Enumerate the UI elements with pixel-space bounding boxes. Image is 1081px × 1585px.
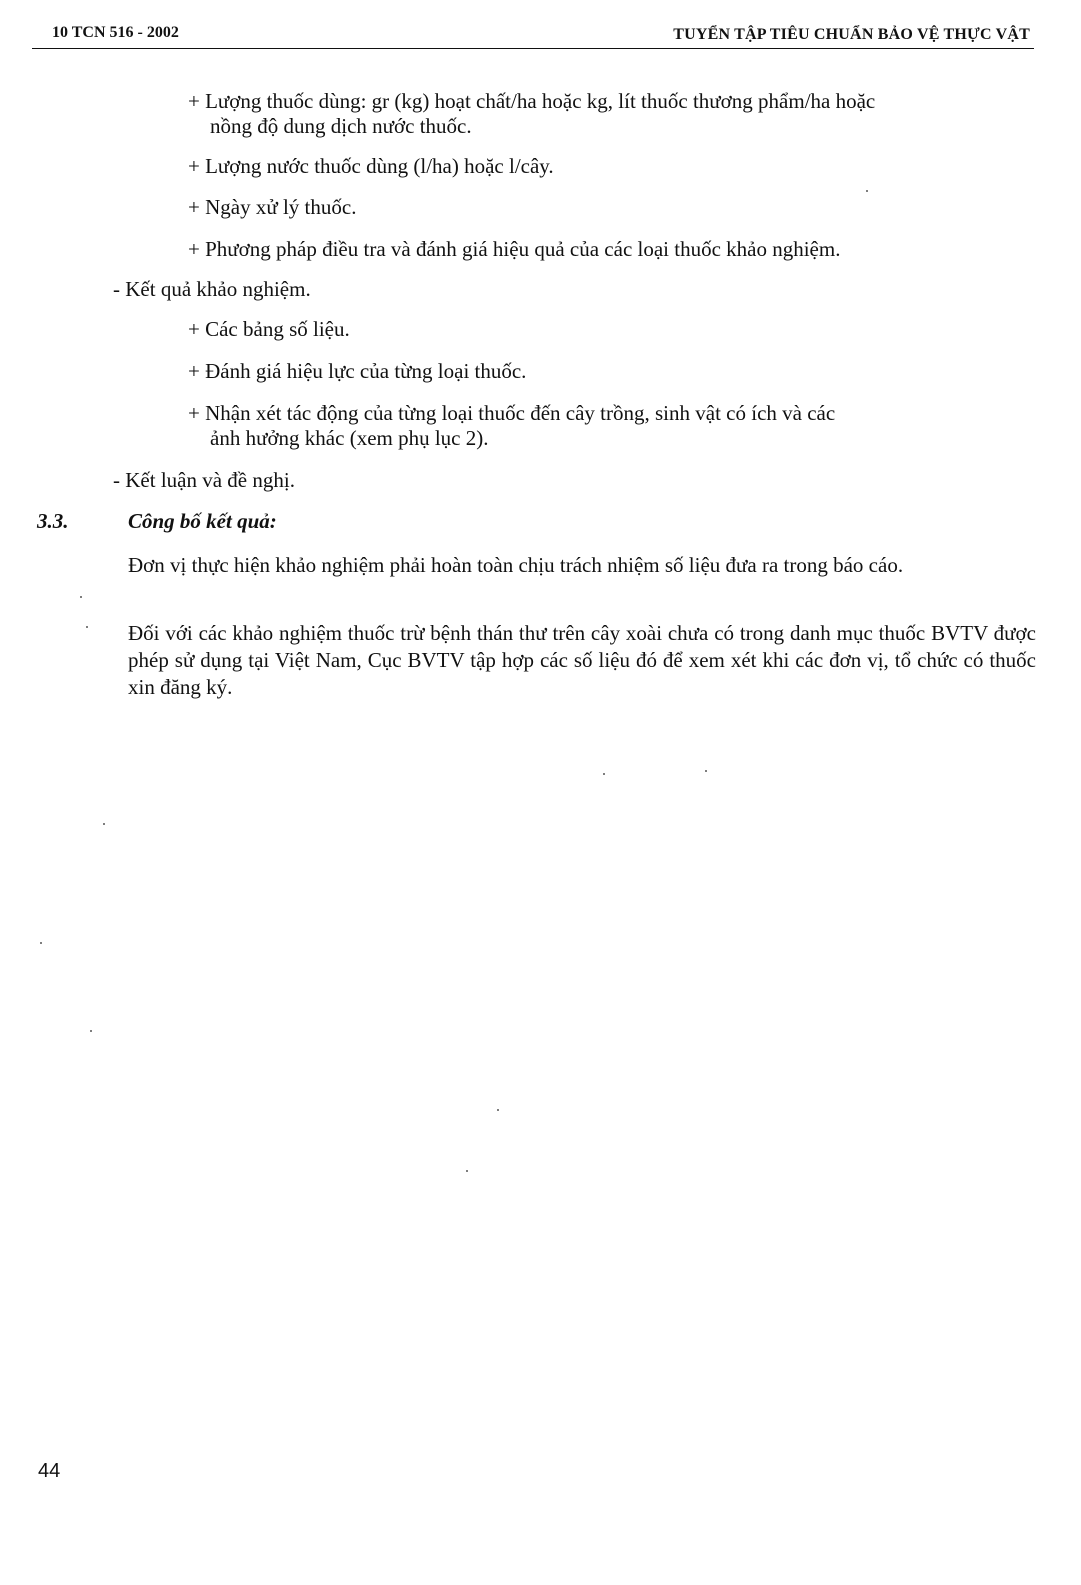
scan-speck (103, 823, 105, 825)
item-date: + Ngày xử lý thuốc. (188, 195, 357, 219)
section-number: 3.3. (37, 509, 69, 533)
scan-speck (86, 626, 88, 628)
section-paragraph-1: Đơn vị thực hiện khảo nghiệm phải hoàn toàn chịu trách nhiệm số liệu đưa ra trong báo cáo. (128, 553, 904, 577)
scan-speck (603, 773, 605, 775)
scan-speck (866, 190, 868, 192)
section-paragraph-2: Đối với các khảo nghiệm thuốc trừ bệnh thán thư trên cây xoài chưa có trong danh mục thuốc BVTV được phép sử dụng tại Việt Nam, Cục BVTV tập hợp các số liệu đó để xem xét khi các đơn vị, tổ chức có thuốc xin đăng ký. (128, 621, 1036, 699)
standard-code: 10 TCN 516 - 2002 (52, 24, 179, 41)
section-title: Công bố kết quả: (128, 509, 277, 533)
scan-speck (80, 596, 82, 598)
conclusion: - Kết luận và đề nghị. (113, 468, 295, 492)
item-dose-line2: nồng độ dung dịch nước thuốc. (210, 114, 472, 138)
item-tables: + Các bảng số liệu. (188, 317, 350, 341)
item-efficacy: + Đánh giá hiệu lực của từng loại thuốc. (188, 359, 527, 383)
scan-speck (705, 770, 707, 772)
scan-speck (466, 1170, 468, 1172)
results-heading: - Kết quả khảo nghiệm. (113, 277, 311, 301)
scan-speck (40, 942, 42, 944)
page-number: 44 (38, 1460, 61, 1482)
item-effects-line1: + Nhận xét tác động của từng loại thuốc đến cây trồng, sinh vật có ích và các (188, 401, 836, 425)
page-header (32, 18, 1034, 49)
item-method: + Phương pháp điều tra và đánh giá hiệu quả của các loại thuốc khảo nghiệm. (188, 237, 841, 261)
item-water: + Lượng nước thuốc dùng (l/ha) hoặc l/cây. (188, 154, 554, 178)
item-effects-line2: ảnh hưởng khác (xem phụ lục 2). (210, 426, 489, 450)
collection-title: TUYỂN TẬP TIÊU CHUẨN BẢO VỆ THỰC VẬT (673, 26, 1030, 43)
scan-speck (90, 1030, 92, 1032)
item-dose-line1: + Lượng thuốc dùng: gr (kg) hoạt chất/ha hoặc kg, lít thuốc thương phẩm/ha hoặc (188, 89, 876, 113)
scan-speck (497, 1109, 499, 1111)
